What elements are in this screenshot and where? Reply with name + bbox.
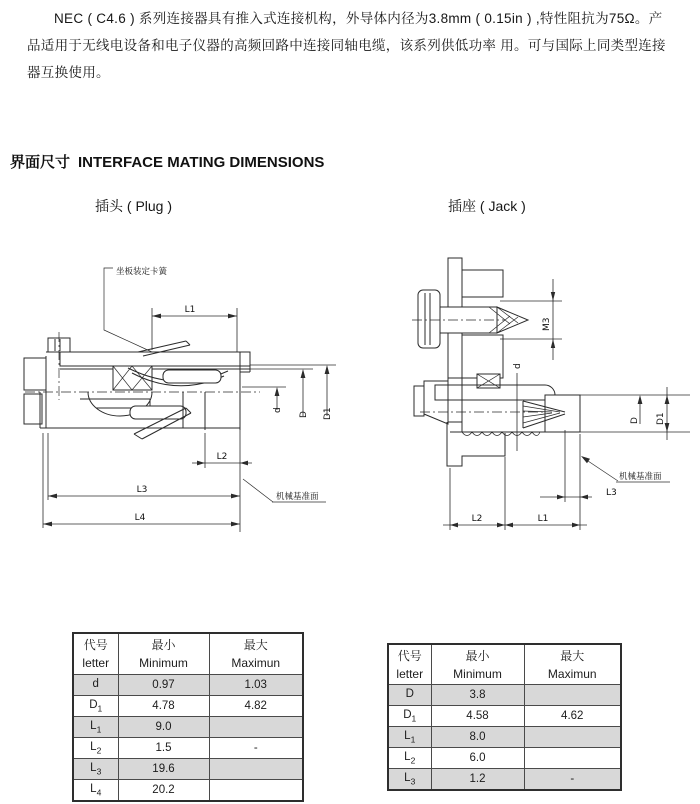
cell-min: 1.5 (118, 738, 209, 759)
cell-letter: $L_3$ (388, 769, 431, 791)
cell-max: - (209, 738, 303, 759)
table-row (73, 675, 303, 696)
plug-clip-leader (104, 268, 152, 352)
table-row (388, 748, 621, 769)
col-header-max: 最大 Maximun (524, 644, 621, 685)
table-row (388, 706, 621, 727)
plug-dim-label-l4: L4 (134, 513, 146, 523)
cell-min: 8.0 (431, 727, 524, 748)
plug-dim-label-l1: L1 (184, 305, 196, 315)
table-row (388, 727, 621, 748)
cell-min: 1.2 (431, 769, 524, 791)
jack-datum-note: 机械基准面 (619, 472, 662, 482)
cell-max: 4.62 (524, 706, 621, 727)
section-heading (10, 151, 324, 172)
table-row (73, 696, 303, 717)
cell-min: 3.8 (431, 685, 524, 706)
cell-letter: D (388, 685, 431, 706)
plug-figure-title: 插头 ( Plug ) (95, 198, 173, 214)
col-header-min: 最小 Minimum (431, 644, 524, 685)
table-header-row (388, 644, 621, 685)
plug-datum-note: 机械基准面 (276, 492, 319, 502)
cell-letter: $L_4$ (73, 780, 118, 802)
cell-letter: $L_1$ (388, 727, 431, 748)
jack-panel-screw (418, 290, 440, 348)
table-row (73, 780, 303, 802)
jack-drawing (400, 240, 700, 540)
plug-dim-label-l3: L3 (136, 485, 148, 495)
col-header-letter: 代号 letter (73, 633, 118, 675)
intro-paragraph: NEC ( C4.6 ) 系列连接器具有推入式连接机构，外导体内径为3.8mm ( 0.15in ) ,特性阻抗为75Ω。产品适用于无线电设备和电子仪器的高频回路中连接同轴电缆，该系列供低功率 用。可与国际上同类型连接器互换使用。 (27, 11, 666, 80)
cell-max (209, 759, 303, 780)
cell-min: 6.0 (431, 748, 524, 769)
jack-figure-title: 插座 ( Jack ) (448, 198, 526, 214)
cell-max (524, 727, 621, 748)
plug-clip-note: 坐板装定卡簧 (116, 267, 168, 277)
cell-min: 20.2 (118, 780, 209, 802)
plug-dim-label-l2: L2 (216, 452, 228, 462)
cell-max (524, 748, 621, 769)
cell-letter: $L_2$ (73, 738, 118, 759)
cell-min: 0.97 (118, 675, 209, 696)
plug-dimension-table (72, 632, 304, 802)
plug-dim-label-D1: D1 (323, 407, 333, 420)
cell-letter: $D_1$ (388, 706, 431, 727)
cell-max (209, 717, 303, 738)
cell-min: 4.58 (431, 706, 524, 727)
col-header-min: 最小 Minimum (118, 633, 209, 675)
plug-dim-label-D: D (299, 411, 309, 418)
table-row (73, 717, 303, 738)
table-row (388, 685, 621, 706)
cell-letter: $D_1$ (73, 696, 118, 717)
table-row (388, 769, 621, 791)
cell-min: 4.78 (118, 696, 209, 717)
jack-dim-label-l1: L1 (537, 514, 549, 524)
cell-letter: d (73, 675, 118, 696)
cell-letter: $L_3$ (73, 759, 118, 780)
jack-dim-label-D: D (630, 417, 640, 424)
jack-dimension-table (387, 643, 622, 791)
jack-dim-label-l2: L2 (471, 514, 483, 524)
cell-min: 9.0 (118, 717, 209, 738)
section-heading-en: INTERFACE MATING DIMENSIONS (78, 154, 325, 171)
table-row (73, 759, 303, 780)
col-header-max: 最大 Maximun (209, 633, 303, 675)
jack-dim-label-l3: L3 (606, 488, 617, 498)
cell-letter: $L_2$ (388, 748, 431, 769)
jack-dim-label-m3: M3 (542, 317, 552, 331)
section-heading-zh: 界面尺寸 (10, 154, 71, 171)
cell-min: 19.6 (118, 759, 209, 780)
jack-dim-label-D1: D1 (656, 412, 666, 425)
cell-max: 1.03 (209, 675, 303, 696)
cell-letter: $L_1$ (73, 717, 118, 738)
plug-dim-label-d: d (273, 407, 283, 413)
jack-dim-label-d: d (513, 363, 523, 369)
col-header-letter: 代号 letter (388, 644, 431, 685)
cell-max: 4.82 (209, 696, 303, 717)
plug-drawing (10, 240, 350, 540)
cell-max (524, 685, 621, 706)
cell-max (209, 780, 303, 802)
table-header-row (73, 633, 303, 675)
table-row (73, 738, 303, 759)
cell-max: - (524, 769, 621, 791)
